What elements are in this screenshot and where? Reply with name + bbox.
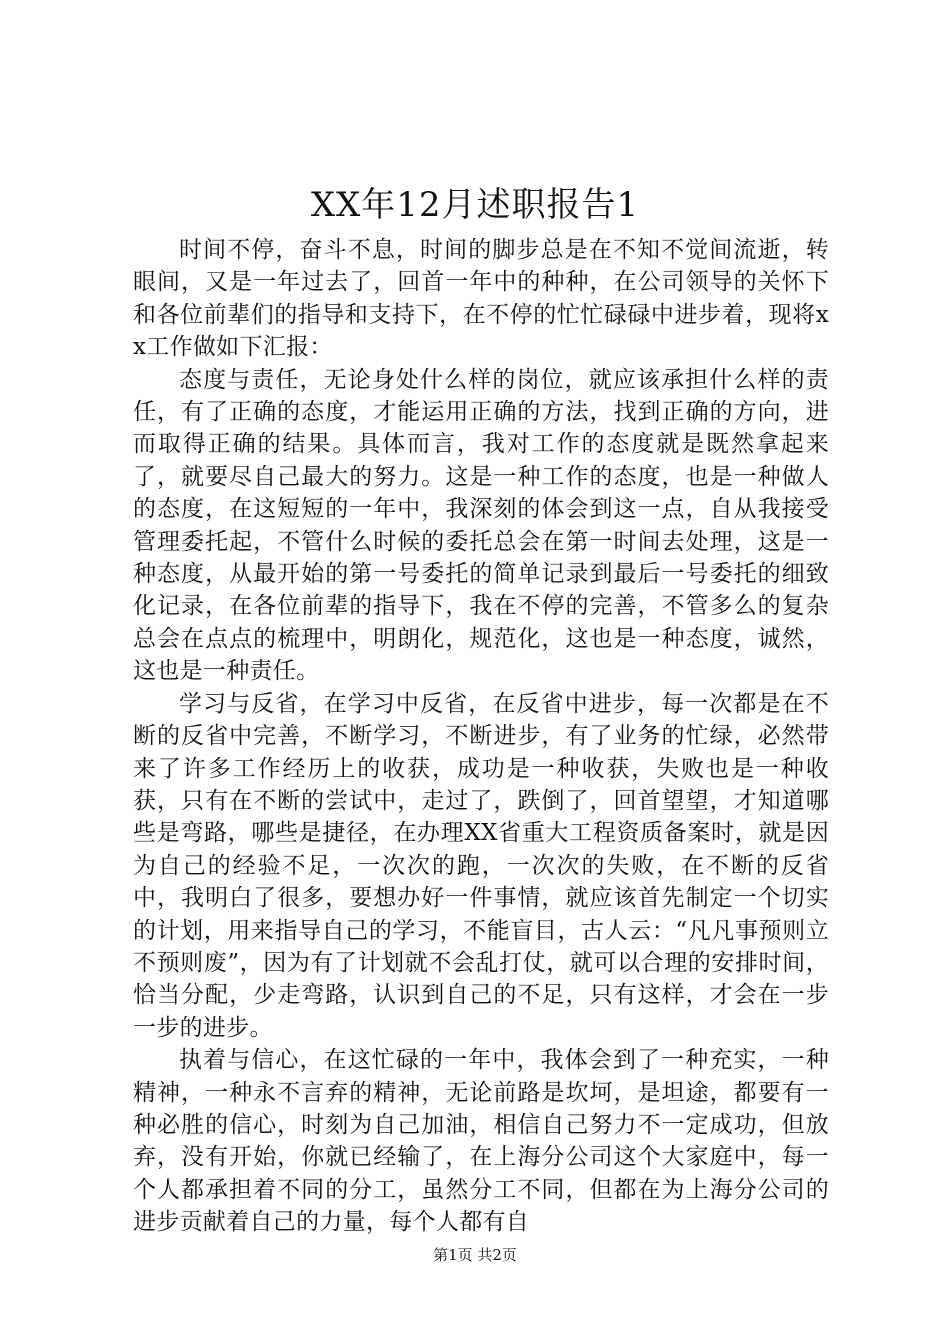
paragraph: 态度与责任，无论身处什么样的岗位，就应该承担什么样的责任，有了正确的态度，才能运用正确的方法，找到正确的方向，进而取得正确的结果。具体而言，我对工作的态度就是既然拿起来了，就要尽自己最大的努力。这是一种工作的态度，也是一种做人的态度，在这短短的一年中，我深刻的体会到这一点，自从我接受管理委托起，不管什么时候的委托总会在第一时间去处理，这是一种态度，从最开始的第一号委托的简单记录到最后一号委托的细致化记录，在各位前辈的指导下，我在不停的完善，不管多么的复杂总会在点点的梳理中，明朗化，规范化，这也是一种态度，诚然，这也是一种责任。 xyxy=(133,366,829,685)
document-title: XX年12月述职报告1 xyxy=(310,185,640,225)
paragraph: 时间不停，奋斗不息，时间的脚步总是在不知不觉间流逝，转眼间，又是一年过去了，回首一年中的种种，在公司领导的关怀下和各位前辈们的指导和支持下，在不停的忙忙碌碌中进步着，现将xx工作做如下汇报： xyxy=(133,237,829,361)
page-footer: 第1页 共2页 xyxy=(433,1246,517,1264)
document-body xyxy=(133,234,829,1239)
paragraph: 学习与反省，在学习中反省，在反省中进步，每一次都是在不断的反省中完善，不断学习，不断进步，有了业务的忙绿，必然带来了许多工作经历上的收获，成功是一种收获，失败也是一种收获，只有在不断的尝试中，走过了，跌倒了，回首望望，才知道哪些是弯路，哪些是捷径，在办理XX省重大工程资质备案时，就是因为自己的经验不足，一次次的跑，一次次的失败，在不断的反省中，我明白了很多，要想办好一件事情，就应该首先制定一个切实的计划，用来指导自己的学习，不能盲目，古人云：“凡凡事预则立不预则废”，因为有了计划就不会乱打仗，就可以合理的安排时间，恰当分配，少走弯路，认识到自己的不足，只有这样，才会在一步一步的进步。 xyxy=(133,690,829,1041)
paragraph: 执着与信心，在这忙碌的一年中，我体会到了一种充实，一种精神，一种永不言弃的精神，无论前路是坎坷，是坦途，都要有一种必胜的信心，时刻为自己加油，相信自己努力不一定成功，但放弃，没有开始，你就已经输了，在上海分公司这个大家庭中，每一个人都承担着不同的分工，虽然分工不同，但都在为上海分公司的进步贡献着自己的力量，每个人都有自 xyxy=(133,1047,829,1236)
